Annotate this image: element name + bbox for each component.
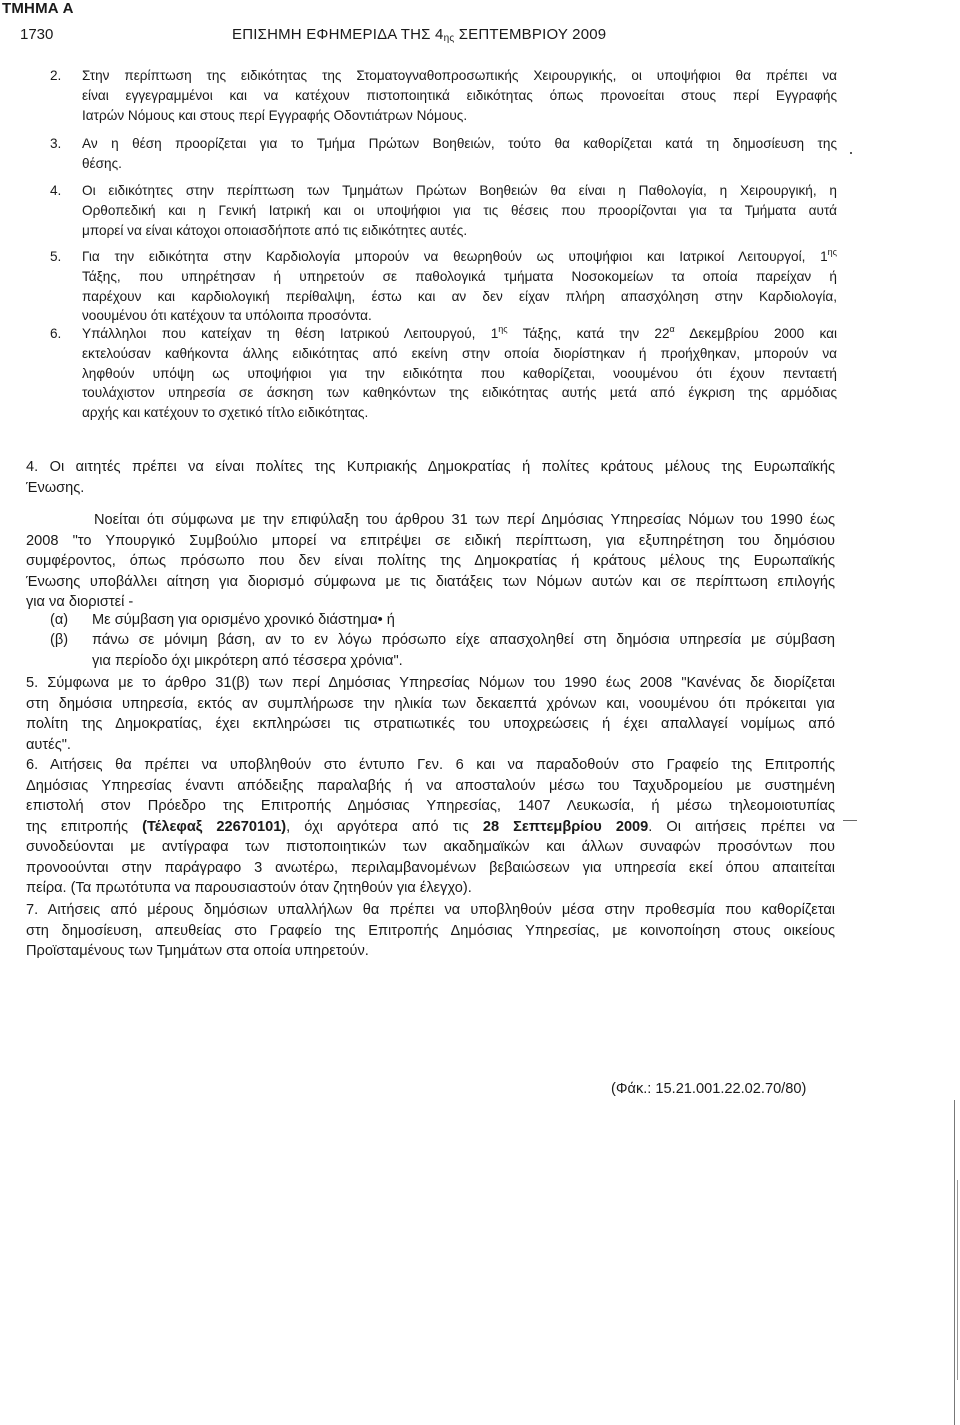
text-fragment: της επιτροπής bbox=[26, 818, 143, 835]
text-line: Προϊσταμένους των Τμημάτων στα οποία υπηρετούν. bbox=[26, 943, 369, 959]
item-number: 4. bbox=[50, 183, 62, 198]
text-line: 6. Αιτήσεις θα πρέπει να υποβληθούν στο έντυπο Γεν. 6 και να παραδοθούν στο Γραφείο της Επιτροπής bbox=[26, 757, 835, 773]
text-line: Αν η θέση προορίζεται για το Τμήμα Πρώτων Βοηθειών, τούτο θα καθορίζεται κατά τη δημοσίευση της bbox=[82, 136, 837, 151]
sub-item-label: (β) bbox=[50, 632, 69, 648]
text-line: πάνω σε μόνιμη βάση, αν το εν λόγω πρόσωπο είχε απασχοληθεί στη δημόσια υπηρεσία με σύμβαση bbox=[92, 632, 835, 648]
text-line: για περίοδο όχι μικρότερη από τέσσερα χρόνια". bbox=[92, 652, 403, 669]
text-line: Δημόσιας Υπηρεσίας έναντι απόδειξης παραλαβής ή να αποσταλούν μέσω του Ταχυδρομείου με συστημένη bbox=[26, 777, 835, 794]
edge-line bbox=[954, 1100, 955, 1425]
text-line: Ορθοπεδική και η Γενική Ιατρική και οι υποψήφιοι για τις θέσεις που προορίζονται για τα Τμήματα αυτά bbox=[82, 202, 837, 218]
page-number: 1730 bbox=[20, 26, 54, 43]
gazette-title-suffix: ΣΕΠΤΕΜΒΡΙΟΥ 2009 bbox=[454, 26, 607, 43]
text-line: Ιατρών Νόμους και στους περί Εγγραφής Οδοντιάτρων Νόμους. bbox=[82, 107, 468, 123]
text-line: 2008 "το Υπουργικό Συμβούλιο μπορεί να επιτρέψει σε ειδική περίπτωση, για εξυπηρέτηση του δημόσιου bbox=[26, 532, 835, 549]
ordinal-suffix: ης bbox=[498, 324, 508, 334]
text-line: νοουμένου ότι κατέχουν τα υπόλοιπα προσόντα. bbox=[82, 308, 372, 324]
text-line: εκτελούσαν καθήκοντα άλλης ειδικότητας από εκείνη στην οποία διορίστηκαν ή προήχθηκαν, μπορούν να bbox=[82, 345, 837, 361]
paragraph-6 bbox=[26, 755, 835, 899]
text-line bbox=[82, 324, 837, 344]
text-line: αρχής και κατέχουν το σχετικό τίτλο ειδικότητας. bbox=[82, 405, 369, 421]
item-number: 3. bbox=[50, 136, 62, 151]
text-fragment: Τάξης, κατά την 22 bbox=[507, 326, 670, 341]
scan-mark bbox=[843, 820, 857, 821]
qualification-note-6 bbox=[82, 324, 837, 423]
text-line: ληφθούν υπόψη ως υποψήφιοι για την ειδικότητα που καθορίζεται, νοουμένου ότι έχουν πενταετή bbox=[82, 365, 837, 381]
text-line: στη δημόσια υπηρεσία, εκτός αν συμπλήρωσε την ηλικία των δεκαεπτά χρόνων και, νοουμένου ότι πρόκειται για bbox=[26, 695, 835, 712]
text-line: 7. Αιτήσεις από μέρους δημόσιων υπαλλήλων θα πρέπει να υποβληθούν μέσα στην προθεσμία που καθορίζεται bbox=[26, 902, 835, 918]
item-number: 6. bbox=[50, 326, 62, 341]
text-fragment: Υπάλληλοι που κατείχαν τη θέση Ιατρικού Λειτουργού, 1 bbox=[82, 326, 499, 341]
text-line: πείρα. (Τα πρωτότυπα να παρουσιαστούν όταν ζητηθούν για έλεγχο). bbox=[26, 880, 472, 896]
text-line: αυτές". bbox=[26, 736, 71, 753]
text-line: θέσης. bbox=[82, 155, 122, 171]
text-fragment: Δεκεμβρίου 2000 και bbox=[674, 326, 837, 341]
text-line: Ένωσης. bbox=[26, 479, 85, 496]
qualification-note-3 bbox=[82, 134, 837, 174]
ordinal-suffix: α bbox=[669, 324, 675, 334]
text-line: πολίτη της Δημοκρατίας, έχει εκπληρώσει τις στρατιωτικές του υποχρεώσεις ή έχει απαλλαγεί νομίμως από bbox=[26, 716, 835, 732]
gazette-title-prefix: ΕΠΙΣΗΜΗ ΕΦΗΜΕΡΙΔΑ ΤΗΣ 4 bbox=[232, 26, 444, 43]
paragraph-5 bbox=[26, 673, 835, 755]
text-line: τουλάχιστον υπηρεσία σε άσκηση των καθηκόντων της ειδικότητας αυτής μετά από έγκριση της αρμόδιας bbox=[82, 385, 837, 401]
sub-item-text: Με σύμβαση για ορισμένο χρονικό διάστημα• ή bbox=[92, 612, 395, 628]
text-line: Στην περίπτωση της ειδικότητας της Στοματογναθοπροσωπικής Χειρουργικής, οι υποψήφιοι θα πρέπει να bbox=[82, 68, 837, 83]
text-line: συμφέροντος, όπως πρόσωπο που δεν είναι πολίτης της Δημοκρατίας ή κράτους μέλους της Ευρωπαϊκής bbox=[26, 553, 835, 569]
sub-item-text bbox=[92, 630, 835, 671]
text-line: στη δημοσίευση, απευθείας στο Γραφείο της Επιτροπής Δημόσιας Υπηρεσίας, με κοινοποίηση στους οικείους bbox=[26, 922, 835, 939]
fax-number: (Τέλεφαξ 22670101) bbox=[142, 818, 287, 835]
text-line: Οι ειδικότητες στην περίπτωση των Τμημάτων Πρώτων Βοηθειών θα είναι η Παθολογία, η Χειρουργική, η bbox=[82, 183, 837, 198]
deadline-date: 28 Σεπτεμβρίου 2009 bbox=[482, 818, 649, 835]
citizenship-proviso bbox=[26, 510, 835, 613]
ordinal-suffix: ης bbox=[827, 247, 837, 257]
text-line: Ένωσης υποβάλλει αίτηση για διορισμό σύμφωνα με τις διατάξεις των Νόμων αυτών και σε περίπτωση επιλογής bbox=[26, 573, 835, 590]
gazette-title bbox=[232, 26, 606, 44]
paragraph-7 bbox=[26, 900, 835, 962]
text-line: είναι εγγεγραμμένοι και να κατέχουν πιστοποιητικά ειδικότητας όπως προνοείται στους περί Εγγραφής bbox=[82, 87, 837, 103]
qualification-note-4 bbox=[82, 181, 837, 240]
paragraph-4 bbox=[26, 457, 835, 498]
item-number: 2. bbox=[50, 68, 62, 83]
text-fragment: . Οι αιτήσεις πρέπει να bbox=[648, 818, 835, 835]
sub-item-label: (α) bbox=[50, 612, 69, 628]
text-line: παρέχουν και καρδιολογική περίθαλψη, έστω και αν δεν είχαν πλήρη απασχόληση στην Καρδιολογία, bbox=[82, 288, 837, 304]
text-line: μπορεί να είναι κάτοχοι οποιασδήποτε από τις ειδικότητες αυτές. bbox=[82, 222, 468, 238]
text-line: 5. Σύμφωνα με το άρθρο 31(β) των περί Δημόσιας Υπηρεσίας Νόμων του 1990 έως 2008 "Κανένας δε διορίζεται bbox=[26, 675, 835, 691]
text-fragment: Για την ειδικότητα στην Καρδιολογία μπορούν να θεωρηθούν ως υποψήφιοι και Ιατρικοί Λειτουργοί, 1 bbox=[82, 249, 828, 264]
text-line bbox=[26, 817, 835, 838]
file-reference: (Φάκ.: 15.21.001.22.02.70/80) bbox=[611, 1081, 807, 1097]
text-fragment: , όχι αργότερα από τις bbox=[286, 818, 483, 835]
text-line: Τάξης, που υπηρέτησαν ή υπηρετούν σε παθολογικά τμήματα Νοσοκομείων τα οποία παρείχαν ή bbox=[82, 268, 837, 284]
gazette-title-sub: ης bbox=[443, 33, 455, 44]
text-line: για να διοριστεί - bbox=[26, 594, 134, 610]
text-line: προνοούνται στην παράγραφο 3 ανωτέρω, περιλαμβανομένων βεβαιώσεων για υπηρεσία εκεί όπου απαιτείται bbox=[26, 859, 835, 876]
text-line bbox=[82, 247, 837, 267]
text-line: επιστολή στον Πρόεδρο της Επιτροπής Δημόσιας Υπηρεσίας, 1407 Λευκωσία, ή μέσω τηλεομοιοτυπίας bbox=[26, 798, 835, 814]
text-line: 4. Οι αιτητές πρέπει να είναι πολίτες της Κυπριακής Δημοκρατίας ή πολίτες κράτους μέλους της Ευρωπαϊκής bbox=[26, 459, 835, 475]
scan-dot bbox=[850, 152, 852, 154]
item-number: 5. bbox=[50, 249, 62, 264]
edge-line bbox=[957, 1180, 958, 1380]
qualification-note-5 bbox=[82, 247, 837, 326]
qualification-note-2 bbox=[82, 66, 837, 125]
text-line: Νοείται ότι σύμφωνα με την επιφύλαξη του άρθρου 31 των περί Δημόσιας Υπηρεσίας Νόμων του 1990 έως bbox=[94, 512, 835, 528]
section-label: ΤΜΗΜΑ Α bbox=[2, 0, 74, 17]
text-line: συνοδεύονται με αντίγραφα των πιστοποιητικών των ακαδημαϊκών και άλλων συναφών προσόντων που bbox=[26, 839, 835, 855]
